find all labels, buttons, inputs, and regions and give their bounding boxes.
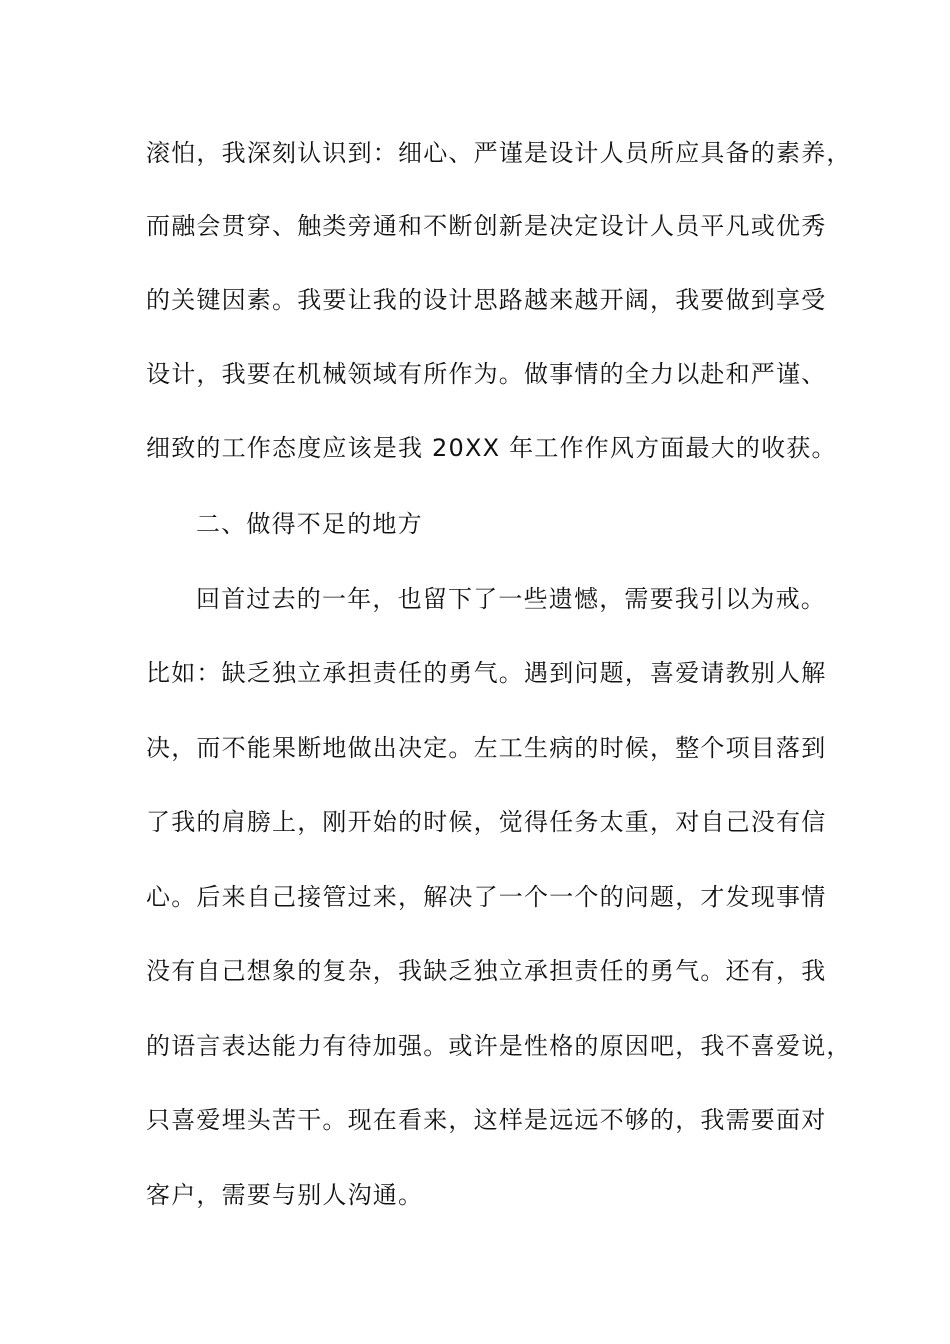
section-heading: 二、做得不足的地方 [196, 510, 423, 538]
paragraph-line: 设计，我要在机械领域有所作为。做事情的全力以赴和严谨、 [146, 360, 827, 388]
paragraph-line: 比如：缺乏独立承担责任的勇气。遇到问题，喜爱请教别人解 [146, 659, 827, 687]
paragraph-line: 了我的肩膀上，刚开始的时候，觉得任务太重，对自己没有信 [146, 808, 827, 836]
paragraph-line: 只喜爱埋头苦干。现在看来，这样是远远不够的，我需要面对 [146, 1106, 827, 1134]
paragraph-line: 决，而不能果断地做出决定。左工生病的时候，整个项目落到 [146, 734, 827, 762]
paragraph-line: 的关键因素。我要让我的设计思路越来越开阔，我要做到享受 [146, 286, 827, 314]
paragraph-line: 的语言表达能力有待加强。或许是性格的原因吧，我不喜爱说， [146, 1032, 852, 1060]
paragraph-line: 而融会贯穿、触类旁通和不断创新是决定设计人员平凡或优秀 [146, 212, 827, 240]
paragraph-line: 回首过去的一年，也留下了一些遗憾，需要我引以为戒。 [196, 585, 826, 613]
paragraph-line: 细致的工作态度应该是我 20XX 年工作作风方面最大的收获。 [146, 434, 837, 462]
paragraph-line: 滚怕，我深刻认识到：细心、严谨是设计人员所应具备的素养， [146, 139, 852, 167]
paragraph-line: 心。后来自己接管过来，解决了一个一个的问题，才发现事情 [146, 883, 827, 911]
paragraph-line: 客户，需要与别人沟通。 [146, 1181, 424, 1209]
paragraph-line: 没有自己想象的复杂，我缺乏独立承担责任的勇气。还有，我 [146, 957, 827, 985]
